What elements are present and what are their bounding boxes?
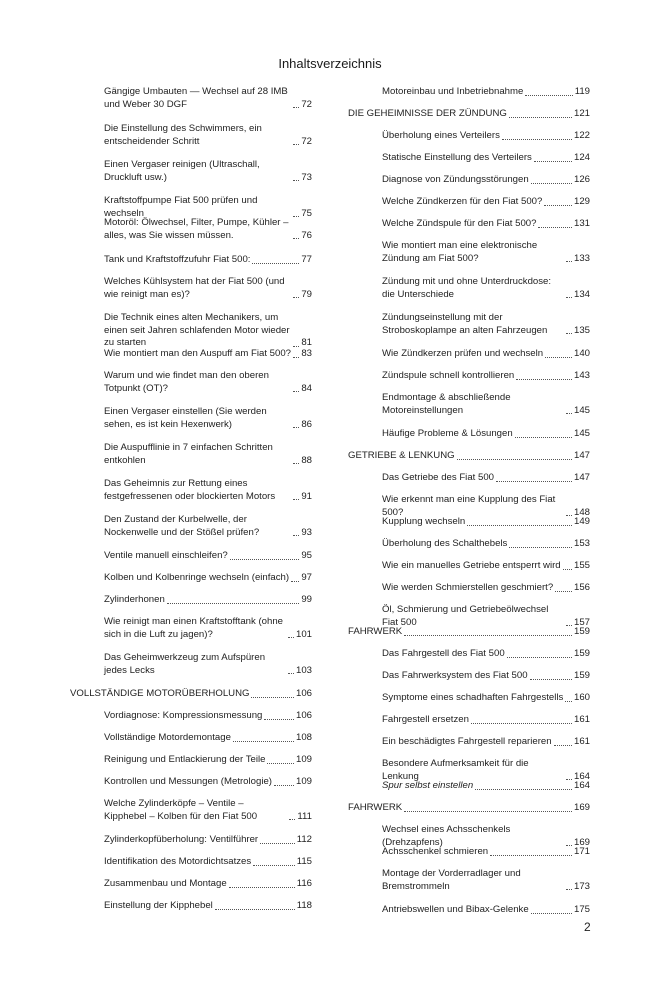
toc-entry[interactable] xyxy=(382,348,590,361)
toc-entry[interactable] xyxy=(104,514,312,539)
toc-leader-dots xyxy=(260,842,295,844)
toc-leader-dots xyxy=(291,580,299,582)
toc-entry-title: Wechsel eines Achsschenkels (Drehzapfens) xyxy=(382,824,511,848)
toc-entry-title: Antriebswellen und Bibax-Gelenke xyxy=(382,904,529,915)
toc-entry-title: Welches Kühlsystem hat der Fiat 500 (und wie reinigt man es)? xyxy=(104,276,285,300)
toc-entry-page: 91 xyxy=(301,490,312,502)
toc-entry[interactable] xyxy=(104,123,312,148)
toc-entry-title: Die Technik eines alten Mechanikers, um einen seit Jahren schlafenden Motor wieder zu starten xyxy=(104,312,290,348)
toc-leader-dots xyxy=(531,182,572,184)
toc-entry-title: Vollständige Motordemontage xyxy=(104,732,231,743)
toc-entry-page: 93 xyxy=(301,526,312,538)
page-number: 2 xyxy=(584,920,591,934)
toc-entry-title: Zündspule schnell kontrollieren xyxy=(382,370,515,381)
toc-entry-page: 145 xyxy=(573,428,590,439)
toc-entry-title: FAHRWERK xyxy=(348,802,403,813)
toc-entry-title: Wie werden Schmierstellen geschmiert? xyxy=(382,582,554,593)
toc-leader-dots xyxy=(502,138,572,140)
toc-leader-dots xyxy=(566,260,572,262)
toc-entry-title: Vordiagnose: Kompressionsmessung xyxy=(104,710,263,721)
toc-section-entry[interactable] xyxy=(348,108,590,121)
toc-leader-dots xyxy=(267,762,294,764)
toc-entry-title: Einen Vergaser reinigen (Ultraschall, Druckluft usw.) xyxy=(104,159,260,183)
toc-leader-dots xyxy=(467,524,572,526)
toc-entry-page: 88 xyxy=(301,454,312,466)
toc-entry-title: Das Fahrgestell des Fiat 500 xyxy=(382,648,505,659)
toc-entry[interactable] xyxy=(104,478,312,503)
toc-entry-page: 75 xyxy=(301,207,312,219)
toc-leader-dots xyxy=(496,480,572,482)
toc-entry-page: 161 xyxy=(573,736,590,747)
toc-entry-page: 134 xyxy=(573,288,590,300)
toc-entry[interactable] xyxy=(104,370,312,395)
toc-leader-dots xyxy=(293,534,299,536)
toc-leader-dots xyxy=(252,262,299,264)
toc-entry-title: Welche Zündspule für den Fiat 500? xyxy=(382,218,537,229)
toc-entry-page: 99 xyxy=(301,594,312,605)
toc-entry-title: Welche Zylinderköpfe – Ventile – Kipphebel – Kolben für den Fiat 500 xyxy=(104,798,258,822)
toc-entry-page: 169 xyxy=(573,836,590,848)
toc-leader-dots xyxy=(566,296,572,298)
toc-entry-title: Den Zustand der Kurbelwelle, der Nockenwelle und der Stößel prüfen? xyxy=(104,514,260,538)
toc-entry-title: Kraftstoffpumpe Fiat 500 prüfen und wechseln xyxy=(104,195,258,219)
toc-entry-title: Statische Einstellung des Verteilers xyxy=(382,152,532,163)
toc-entry-title: Diagnose von Zündungsstörungen xyxy=(382,174,529,185)
toc-leader-dots xyxy=(566,412,572,414)
toc-entry-page: 116 xyxy=(296,878,312,889)
toc-entry-page: 161 xyxy=(573,714,590,725)
toc-entry[interactable] xyxy=(104,217,312,242)
toc-leader-dots xyxy=(509,546,572,548)
toc-entry[interactable] xyxy=(382,780,590,793)
toc-entry-title: Warum und wie findet man den oberen Totpunkt (OT)? xyxy=(104,370,269,394)
toc-leader-dots xyxy=(215,908,295,910)
toc-entry[interactable] xyxy=(104,348,312,361)
toc-leader-dots xyxy=(507,656,572,658)
toc-entry-page: 103 xyxy=(295,664,312,676)
toc-entry[interactable] xyxy=(104,254,312,267)
toc-entry[interactable] xyxy=(382,392,590,417)
toc-entry[interactable] xyxy=(104,442,312,467)
toc-leader-dots xyxy=(534,160,572,162)
toc-entry-page: 143 xyxy=(573,370,590,381)
toc-leader-dots xyxy=(293,345,299,347)
toc-entry-page: 129 xyxy=(573,196,590,207)
toc-entry-title: Achsschenkel schmieren xyxy=(382,846,489,857)
toc-entry-page: 72 xyxy=(301,98,312,110)
toc-entry-page: 169 xyxy=(573,802,590,813)
toc-leader-dots xyxy=(293,179,299,181)
toc-entry-title: Motoröl: Ölwechsel, Filter, Pumpe, Kühler – alles, was Sie wissen müssen. xyxy=(104,217,289,241)
toc-entry-page: 147 xyxy=(573,450,590,461)
toc-entry-page: 157 xyxy=(573,616,590,628)
toc-leader-dots xyxy=(293,390,299,392)
toc-entry[interactable] xyxy=(382,312,590,337)
toc-entry[interactable] xyxy=(382,736,590,749)
toc-leader-dots xyxy=(471,722,572,724)
toc-entry-page: 164 xyxy=(573,780,590,791)
toc-entry-page: 175 xyxy=(573,904,590,915)
page-title: Inhaltsverzeichnis xyxy=(278,56,382,71)
toc-entry-page: 108 xyxy=(295,732,312,743)
toc-entry-title: Ventile manuell einschleifen? xyxy=(104,550,228,561)
toc-entry-page: 159 xyxy=(573,670,590,681)
toc-section-entry[interactable] xyxy=(70,688,312,701)
toc-entry-title: Symptome eines schadhaften Fahrgestells xyxy=(382,692,564,703)
toc-leader-dots xyxy=(253,864,295,866)
toc-entry[interactable] xyxy=(382,692,590,705)
toc-section-entry[interactable] xyxy=(348,802,590,815)
toc-leader-dots xyxy=(563,568,572,570)
toc-entry-title: Das Fahrwerksystem des Fiat 500 xyxy=(382,670,528,681)
toc-leader-dots xyxy=(293,426,299,428)
toc-leader-dots xyxy=(525,94,572,96)
toc-entry[interactable] xyxy=(104,159,312,184)
toc-entry[interactable] xyxy=(104,856,312,869)
toc-entry[interactable] xyxy=(104,594,312,607)
toc-leader-dots xyxy=(288,636,294,638)
toc-entry[interactable] xyxy=(382,516,590,529)
toc-entry-title: Einstellung der Kipphebel xyxy=(104,900,213,911)
toc-entry-page: 97 xyxy=(301,572,312,583)
toc-entry[interactable] xyxy=(104,550,312,563)
toc-entry-page: 86 xyxy=(301,418,312,430)
toc-leader-dots xyxy=(490,854,572,856)
toc-entry[interactable] xyxy=(382,276,590,301)
toc-entry-title: Endmontage & abschließende Motoreinstellungen xyxy=(382,392,511,416)
toc-entry-page: 156 xyxy=(573,582,590,593)
toc-entry[interactable] xyxy=(382,130,590,143)
toc-entry-page: 109 xyxy=(295,754,312,765)
toc-entry-page: 155 xyxy=(573,560,590,571)
toc-entry-page: 119 xyxy=(574,86,590,97)
toc-entry-title: VOLLSTÄNDIGE MOTORÜBERHOLUNG xyxy=(70,688,250,699)
toc-entry-page: 147 xyxy=(573,472,590,483)
toc-entry-page: 133 xyxy=(573,252,590,264)
toc-entry[interactable] xyxy=(104,572,312,585)
toc-entry[interactable] xyxy=(104,834,312,847)
toc-entry-page: 81 xyxy=(301,337,312,348)
toc-entry[interactable] xyxy=(104,710,312,723)
toc-entry-page: 84 xyxy=(301,382,312,394)
toc-entry[interactable] xyxy=(104,276,312,301)
toc-entry[interactable] xyxy=(104,754,312,767)
toc-entry-title: Wie ein manuelles Getriebe entsperrt wird xyxy=(382,560,561,571)
toc-entry-title: Zylinderhonen xyxy=(104,594,165,605)
toc-entry-page: 124 xyxy=(573,152,590,163)
toc-entry[interactable] xyxy=(382,538,590,551)
toc-entry-title: Montage der Vorderradlager und Bremstrommeln xyxy=(382,868,521,892)
toc-entry-page: 73 xyxy=(301,171,312,183)
toc-leader-dots xyxy=(289,818,295,820)
toc-entry-title: Wie erkennt man eine Kupplung des Fiat 500? xyxy=(382,494,556,518)
toc-entry-page: 164 xyxy=(573,770,590,782)
toc-entry-title: FAHRWERK xyxy=(348,626,403,637)
toc-leader-dots xyxy=(566,332,572,334)
toc-entry[interactable] xyxy=(382,582,590,595)
toc-entry-page: 101 xyxy=(295,628,312,640)
toc-leader-dots xyxy=(293,296,299,298)
toc-leader-dots xyxy=(509,116,572,118)
toc-entry-title: GETRIEBE & LENKUNG xyxy=(348,450,455,461)
toc-entry[interactable] xyxy=(104,878,312,891)
toc-entry-page: 72 xyxy=(301,135,312,147)
toc-leader-dots xyxy=(293,462,299,464)
toc-leader-dots xyxy=(233,740,294,742)
toc-entry-title: DIE GEHEIMNISSE DER ZÜNDUNG xyxy=(348,108,507,119)
toc-entry-title: Welche Zündkerzen für den Fiat 500? xyxy=(382,196,543,207)
toc-entry[interactable] xyxy=(382,868,590,893)
toc-entry-title: Reinigung und Entlackierung der Teile xyxy=(104,754,266,765)
toc-entry[interactable] xyxy=(382,846,590,859)
toc-entry-title: Häufige Probleme & Lösungen xyxy=(382,428,513,439)
toc-leader-dots xyxy=(538,226,572,228)
toc-entry[interactable] xyxy=(104,616,312,641)
toc-leader-dots xyxy=(404,634,572,636)
toc-entry[interactable] xyxy=(382,648,590,661)
toc-entry-title: Fahrgestell ersetzen xyxy=(382,714,469,725)
toc-leader-dots xyxy=(251,696,294,698)
toc-entry-page: 148 xyxy=(573,506,590,518)
toc-leader-dots xyxy=(293,106,299,108)
toc-leader-dots xyxy=(566,888,572,890)
toc-entry-page: 159 xyxy=(573,648,590,659)
toc-entry-page: 118 xyxy=(296,900,312,911)
toc-entry-page: 106 xyxy=(295,688,312,699)
toc-entry[interactable] xyxy=(382,196,590,209)
toc-entry-title: Öl, Schmierung und Getriebeölwechsel Fiat 500 xyxy=(382,604,549,628)
toc-entry-title: Zylinderkopfüberholung: Ventilführer xyxy=(104,834,259,845)
toc-leader-dots xyxy=(457,458,572,460)
toc-section-entry[interactable] xyxy=(348,626,590,639)
toc-entry-page: 160 xyxy=(573,692,590,703)
toc-entry-page: 171 xyxy=(573,846,590,857)
toc-entry-page: 77 xyxy=(301,254,312,265)
toc-leader-dots xyxy=(293,356,299,358)
toc-entry-page: 95 xyxy=(301,550,312,561)
toc-entry-title: Das Geheimwerkzeug zum Aufspüren jedes Lecks xyxy=(104,652,266,676)
toc-leader-dots xyxy=(274,784,294,786)
toc-entry-page: 173 xyxy=(573,880,590,892)
toc-entry-title: Das Getriebe des Fiat 500 xyxy=(382,472,494,483)
toc-entry-title: Gängige Umbauten — Wechsel auf 28 IMB und Weber 30 DGF xyxy=(104,86,288,110)
toc-entry-title: Das Geheimnis zur Rettung eines festgefressenen oder blockierten Motors xyxy=(104,478,276,502)
toc-entry-title: Ein beschädigtes Fahrgestell reparieren xyxy=(382,736,552,747)
toc-entry-page: 149 xyxy=(573,516,590,527)
toc-leader-dots xyxy=(565,700,572,702)
toc-entry-page: 122 xyxy=(573,130,590,141)
toc-leader-dots xyxy=(554,744,572,746)
toc-entry[interactable] xyxy=(382,472,590,485)
toc-entry-page: 131 xyxy=(573,218,590,229)
toc-entry-page: 121 xyxy=(573,108,590,119)
toc-entry[interactable] xyxy=(104,798,312,823)
toc-entry-title: Zusammenbau und Montage xyxy=(104,878,227,889)
toc-entry-page: 145 xyxy=(573,404,590,416)
toc-section-entry[interactable] xyxy=(348,450,590,463)
toc-leader-dots xyxy=(475,788,572,790)
toc-entry-title: Kolben und Kolbenringe wechseln (einfach) xyxy=(104,572,290,583)
toc-entry-page: 126 xyxy=(573,174,590,185)
toc-entry[interactable] xyxy=(104,312,312,350)
toc-entry[interactable] xyxy=(382,670,590,683)
toc-entry[interactable] xyxy=(104,900,312,913)
toc-entry-page: 115 xyxy=(296,856,312,867)
toc-entry[interactable] xyxy=(382,904,590,917)
toc-leader-dots xyxy=(404,810,572,812)
toc-entry[interactable] xyxy=(104,652,312,677)
toc-leader-dots xyxy=(288,672,294,674)
toc-entry-page: 140 xyxy=(573,348,590,359)
toc-entry-page: 159 xyxy=(573,626,590,637)
toc-entry-title: Tank und Kraftstoffzufuhr Fiat 500: xyxy=(104,254,251,265)
toc-entry[interactable] xyxy=(382,240,590,265)
toc-entry-page: 83 xyxy=(301,348,312,359)
toc-entry[interactable] xyxy=(382,428,590,441)
toc-leader-dots xyxy=(531,912,572,914)
toc-entry[interactable] xyxy=(382,152,590,165)
toc-entry-page: 106 xyxy=(295,710,312,721)
toc-entry[interactable] xyxy=(382,86,590,99)
toc-entry[interactable] xyxy=(104,776,312,789)
toc-entry-title: Zündung mit und ohne Unterdruckdose: die Unterschiede xyxy=(382,276,552,300)
toc-leader-dots xyxy=(264,718,294,720)
toc-entry-title: Überholung des Schalthebels xyxy=(382,538,508,549)
toc-leader-dots xyxy=(167,602,300,604)
toc-leader-dots xyxy=(293,143,299,145)
toc-entry-page: 79 xyxy=(301,288,312,300)
toc-entry-title: Identifikation des Motordichtsatzes xyxy=(104,856,252,867)
toc-leader-dots xyxy=(555,590,572,592)
toc-entry-page: 111 xyxy=(297,810,312,822)
toc-entry-page: 153 xyxy=(573,538,590,549)
toc-leader-dots xyxy=(530,678,572,680)
toc-entry-title: Überholung eines Verteilers xyxy=(382,130,500,141)
toc-leader-dots xyxy=(293,237,299,239)
toc-leader-dots xyxy=(229,886,295,888)
toc-entry-title: Wie montiert man eine elektronische Zündung am Fiat 500? xyxy=(382,240,538,264)
toc-entry-title: Motoreinbau und Inbetriebnahme xyxy=(382,86,524,97)
toc-leader-dots xyxy=(544,204,572,206)
toc-entry[interactable] xyxy=(382,560,590,573)
toc-entry-title: Zündungseinstellung mit der Stroboskoplampe an alten Fahrzeugen xyxy=(382,312,548,336)
toc-entry-title: Spur selbst einstellen xyxy=(382,780,474,791)
toc-entry-title: Die Einstellung des Schwimmers, ein entscheidender Schritt xyxy=(104,123,262,147)
toc-entry[interactable] xyxy=(104,406,312,431)
toc-entry-page: 112 xyxy=(296,834,312,845)
toc-leader-dots xyxy=(293,498,299,500)
toc-leader-dots xyxy=(230,558,300,560)
toc-leader-dots xyxy=(545,356,572,358)
toc-entry-title: Kupplung wechseln xyxy=(382,516,466,527)
toc-entry-title: Wie montiert man den Auspuff am Fiat 500? xyxy=(104,348,291,359)
toc-entry-page: 109 xyxy=(295,776,312,787)
toc-entry[interactable] xyxy=(104,86,312,111)
toc-entry[interactable] xyxy=(382,174,590,187)
toc-entry-title: Die Auspufflinie in 7 einfachen Schritten entkohlen xyxy=(104,442,273,466)
toc-entry-title: Besondere Aufmerksamkeit für die Lenkung xyxy=(382,758,529,782)
toc-entry-title: Kontrollen und Messungen (Metrologie) xyxy=(104,776,272,787)
toc-entry[interactable] xyxy=(382,218,590,231)
toc-entry-page: 76 xyxy=(301,229,312,241)
toc-entry[interactable] xyxy=(104,732,312,745)
toc-entry-title: Wie Zündkerzen prüfen und wechseln xyxy=(382,348,544,359)
toc-entry-page: 135 xyxy=(573,324,590,336)
toc-entry[interactable] xyxy=(382,714,590,727)
toc-leader-dots xyxy=(515,436,572,438)
toc-entry-title: Einen Vergaser einstellen (Sie werden sehen, es ist kein Hexenwerk) xyxy=(104,406,267,430)
toc-leader-dots xyxy=(516,378,572,380)
toc-entry[interactable] xyxy=(382,370,590,383)
toc-entry-title: Wie reinigt man einen Kraftstofftank (ohne sich in die Luft zu jagen)? xyxy=(104,616,284,640)
